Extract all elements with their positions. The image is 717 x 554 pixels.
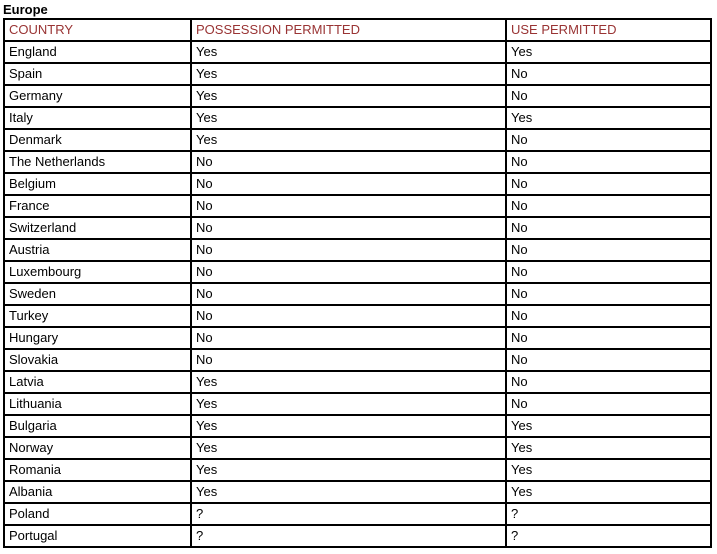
country-cell: Poland (4, 503, 191, 525)
use-permitted-cell: No (506, 261, 711, 283)
possession-permitted-cell: No (191, 239, 506, 261)
country-cell: Portugal (4, 525, 191, 547)
use-permitted-cell: No (506, 349, 711, 371)
table-row (4, 503, 711, 525)
use-permitted-cell: Yes (506, 107, 711, 129)
country-cell: Switzerland (4, 217, 191, 239)
country-cell: Albania (4, 481, 191, 503)
possession-permitted-cell: No (191, 195, 506, 217)
country-cell: Bulgaria (4, 415, 191, 437)
table-row (4, 371, 711, 393)
use-permitted-cell: No (506, 217, 711, 239)
use-permitted-cell: Yes (506, 437, 711, 459)
table-row (4, 415, 711, 437)
possession-permitted-cell: No (191, 349, 506, 371)
country-cell: Italy (4, 107, 191, 129)
country-cell: Romania (4, 459, 191, 481)
use-permitted-cell: No (506, 195, 711, 217)
use-permitted-cell: No (506, 85, 711, 107)
possession-permitted-cell: Yes (191, 459, 506, 481)
europe-permissions-table (3, 18, 712, 548)
use-permitted-cell: No (506, 283, 711, 305)
use-permitted-cell: No (506, 173, 711, 195)
use-permitted-cell: Yes (506, 481, 711, 503)
use-permitted-cell: No (506, 151, 711, 173)
use-permitted-cell: No (506, 393, 711, 415)
table-row (4, 151, 711, 173)
possession-permitted-cell: No (191, 173, 506, 195)
country-cell: Slovakia (4, 349, 191, 371)
table-row (4, 305, 711, 327)
table-row (4, 217, 711, 239)
page-title: Europe (3, 2, 48, 17)
table-row (4, 239, 711, 261)
table-row (4, 195, 711, 217)
possession-permitted-cell: Yes (191, 415, 506, 437)
use-permitted-cell: ? (506, 525, 711, 547)
table-row (4, 173, 711, 195)
column-header-use-permitted: USE PERMITTED (506, 19, 711, 41)
table-row (4, 41, 711, 63)
possession-permitted-cell: Yes (191, 371, 506, 393)
table-row (4, 393, 711, 415)
country-cell: Belgium (4, 173, 191, 195)
country-cell: Luxembourg (4, 261, 191, 283)
table-row (4, 481, 711, 503)
use-permitted-cell: No (506, 371, 711, 393)
possession-permitted-cell: Yes (191, 63, 506, 85)
table-row (4, 283, 711, 305)
country-cell: Denmark (4, 129, 191, 151)
column-header-country: COUNTRY (4, 19, 191, 41)
use-permitted-cell: ? (506, 503, 711, 525)
table-row (4, 85, 711, 107)
possession-permitted-cell: ? (191, 503, 506, 525)
country-cell: Hungary (4, 327, 191, 349)
possession-permitted-cell: ? (191, 525, 506, 547)
table-row (4, 349, 711, 371)
use-permitted-cell: No (506, 239, 711, 261)
country-cell: Germany (4, 85, 191, 107)
possession-permitted-cell: No (191, 283, 506, 305)
possession-permitted-cell: No (191, 151, 506, 173)
possession-permitted-cell: Yes (191, 85, 506, 107)
column-header-possession-permitted: POSSESSION PERMITTED (191, 19, 506, 41)
possession-permitted-cell: Yes (191, 437, 506, 459)
table-row (4, 129, 711, 151)
country-cell: Latvia (4, 371, 191, 393)
possession-permitted-cell: Yes (191, 129, 506, 151)
use-permitted-cell: Yes (506, 41, 711, 63)
country-cell: Sweden (4, 283, 191, 305)
table-row (4, 459, 711, 481)
table-row (4, 107, 711, 129)
table-row (4, 261, 711, 283)
possession-permitted-cell: Yes (191, 393, 506, 415)
use-permitted-cell: No (506, 305, 711, 327)
use-permitted-cell: No (506, 129, 711, 151)
possession-permitted-cell: No (191, 327, 506, 349)
table-row (4, 63, 711, 85)
country-cell: England (4, 41, 191, 63)
use-permitted-cell: Yes (506, 459, 711, 481)
possession-permitted-cell: No (191, 261, 506, 283)
country-cell: Spain (4, 63, 191, 85)
table-row (4, 525, 711, 547)
table-row (4, 437, 711, 459)
use-permitted-cell: No (506, 327, 711, 349)
possession-permitted-cell: No (191, 305, 506, 327)
country-cell: Turkey (4, 305, 191, 327)
possession-permitted-cell: Yes (191, 481, 506, 503)
use-permitted-cell: Yes (506, 415, 711, 437)
table-header-row (4, 19, 711, 41)
possession-permitted-cell: No (191, 217, 506, 239)
possession-permitted-cell: Yes (191, 107, 506, 129)
country-cell: Austria (4, 239, 191, 261)
country-cell: Norway (4, 437, 191, 459)
country-cell: France (4, 195, 191, 217)
country-cell: The Netherlands (4, 151, 191, 173)
table-body (4, 41, 711, 547)
possession-permitted-cell: Yes (191, 41, 506, 63)
use-permitted-cell: No (506, 63, 711, 85)
table-row (4, 327, 711, 349)
country-cell: Lithuania (4, 393, 191, 415)
